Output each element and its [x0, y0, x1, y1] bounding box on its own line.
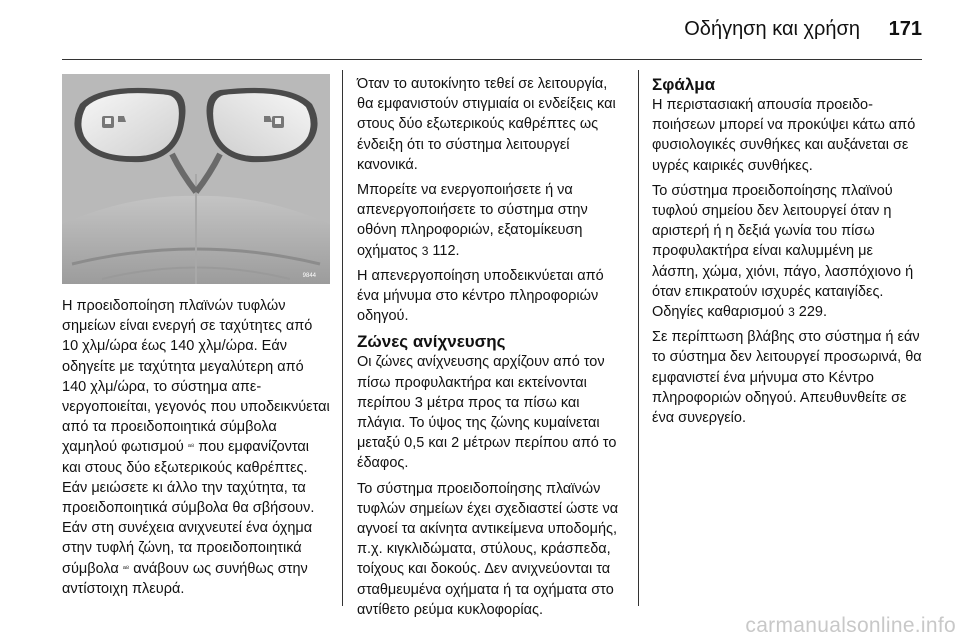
paragraph-text: Η προειδοποίηση πλαϊνών τυφλών σημείων είναι ενεργή σε ταχύτητες από 10 χλμ/ώρα έως 140 χλμ/ώρα. Εάν οδηγείτε με ταχύτητα μεγαλύτερη από 140 χλμ/ώρα, το σύστημα απενεργοποιείται, γεγονός που υποδεικνύεται από τα προειδοποιητικά σύμβολα χαμηλού φωτισμού	[62, 298, 330, 456]
paragraph-text: που εμφανίζονται και στους δύο εξωτερικούς καθρέπτες. Εάν μειώσετε κι άλλο την ταχύτητα, τα προειδοποιητικά σύμβολα θα σβήσουν. Εάν στη συνέχεια ανιχνευτεί ένα όχημα στην τυφλή ζώνη, τα προειδοποιητικά σύμβολα	[62, 439, 315, 577]
paragraph: Σε περίπτωση βλάβης στο σύστημα ή εάν το σύστημα δεν λειτουργεί προσωρινά, θα εμφανιστεί ένα μήνυμα στο Κέντρο πληροφοριών οδηγού. Απευθυνθείτε σε ένα συνεργείο.	[652, 329, 922, 427]
paragraph: Το σύστημα προειδοποίησης πλαϊνών τυφλών σημείων έχει σχεδιαστεί ώστε να αγνοεί τα ακίνητα αντικείμενα υποδομής, π.χ. κιγκλιδώματα, στύλους, κράσπεδα, τοίχους και δοκούς. Δεν ανιχνεύονται τα σταθμευμένα οχήματα ή τα οχήματα στο αντίθετο ρεύμα κυκλοφορίας.	[357, 480, 619, 618]
page-header	[62, 14, 922, 48]
column-divider	[638, 70, 639, 606]
column-middle	[357, 74, 625, 625]
paragraph-text: Το σύστημα προειδοποίησης πλαϊνού τυφλού σημείου δεν λειτουργεί όταν η αριστερή ή η δεξιά γωνία του πίσω προφυλακτήρα είναι καλυμμένη με λάσπη, χώμα, χιόνι, πάγο, λασπόχιονο ή όταν επικρατούν ισχυρές καταιγίδες. Οδηγίες καθαρισμού	[652, 182, 914, 321]
paragraph	[62, 296, 330, 599]
section-heading: Ζώνες ανίχνευσης	[357, 332, 506, 352]
mirror-illustration-svg	[62, 74, 330, 284]
warning-symbol-icon: ᵃ⁸	[187, 442, 195, 452]
page-reference-link[interactable]: 112.	[432, 242, 460, 259]
column-divider	[342, 70, 343, 606]
paragraph-text: ανάβουν ως συνήθως στην αντίστοιχη πλευρά.	[62, 560, 308, 597]
column-left	[62, 296, 330, 604]
header-rule	[62, 59, 922, 60]
section-heading: Σφάλμα	[652, 75, 716, 94]
warning-symbol-icon: ᵃ⁸	[122, 563, 130, 573]
paragraph: Οι ζώνες ανίχνευσης αρχίζουν από τον πίσω προφυλακτήρα και εκτείνονται περίπου 3 μέτρα προς τα πίσω και πλάγια. Το ύψος της ζώνης κυμαίνεται μεταξύ 0,5 και 2 μέτρων περίπου από το έδαφος.	[357, 354, 617, 472]
watermark: carmanualsonline.info	[745, 614, 956, 637]
column-right	[652, 74, 922, 433]
page-reference-icon: 3	[421, 243, 429, 258]
paragraph: Η περιστασιακή απουσία προειδοποιήσεων μπορεί να προκύψει κάτω από φυσιολογικές συνθήκες και αυξάνεται σε υγρές καιρικές συνθήκες.	[652, 97, 916, 174]
paragraph	[357, 180, 625, 261]
page-reference-link[interactable]: 229.	[798, 304, 828, 321]
page-number: 171	[888, 18, 922, 40]
figure-ref-number: 9844	[302, 273, 316, 279]
page-reference-icon: 3	[788, 305, 795, 320]
mirror-illustration	[62, 74, 330, 284]
paragraph-text: Μπορείτε να ενεργοποιήσετε ή να απενεργοποιήσετε το σύστημα στην οθόνη πληροφοριών, εξατομίκευση οχήματος	[357, 182, 588, 259]
paragraph	[652, 181, 922, 322]
page-title: Οδήγηση και χρήση	[684, 18, 860, 40]
paragraph: Η απενεργοποίηση υποδεικνύεται από ένα μήνυμα στο κέντρο πληροφοριών οδηγού.	[357, 267, 604, 325]
paragraph: Όταν το αυτοκίνητο τεθεί σε λειτουργία, θα εμφανιστούν στιγμιαία οι ενδείξεις και στους δύο εξωτερικούς καθρέπτες ως ένδειξη ότι το σύστημα λειτουργεί κανονικά.	[357, 76, 616, 173]
